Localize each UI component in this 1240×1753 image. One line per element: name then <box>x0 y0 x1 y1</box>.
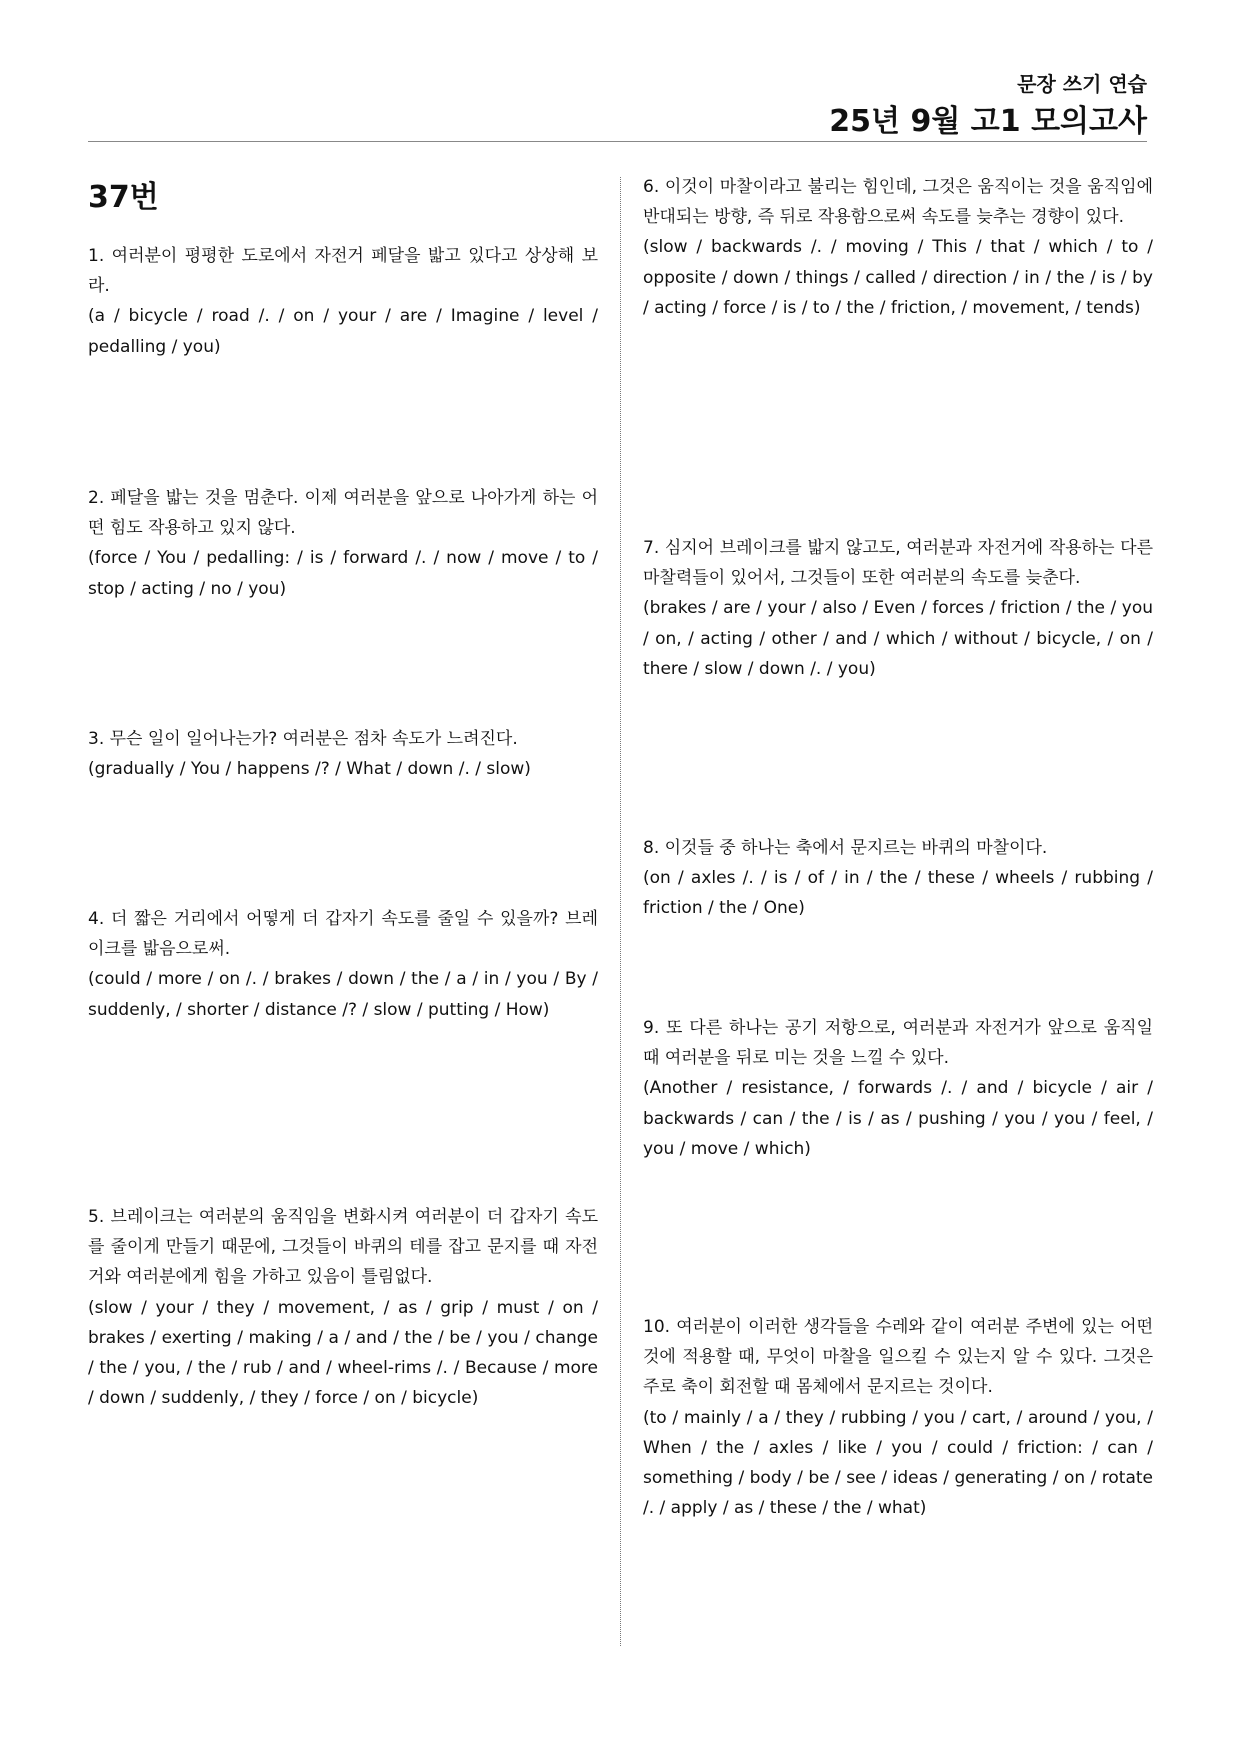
word-scramble: (brakes / are / your / also / Even / forces / friction / the / you / on, / acting / other / and / which / without / bicycle, / on / there / slow / down /. / you) <box>643 598 1153 679</box>
korean-sentence: 6. 이것이 마찰이라고 불리는 힘인데, 그것은 움직이는 것을 움직임에 반대되는 방향, 즉 뒤로 작용함으로써 속도를 늦추는 경향이 있다. <box>643 177 1153 228</box>
word-scramble: (could / more / on /. / brakes / down / the / a / in / you / By / suddenly, / shorter / distance /? / slow / putting / How) <box>88 969 598 1020</box>
column-divider <box>620 177 621 1646</box>
worksheet-subtitle: 문장 쓰기 연습 <box>1017 72 1147 96</box>
korean-sentence: 10. 여러분이 이러한 생각들을 수레와 같이 여러분 주변에 있는 어떤 것에 적용할 때, 무엇이 마찰을 일으킬 수 있는지 알 수 있다. 그것은 주로 축이 회전할 때 몸체에서 문지르는 것이다. <box>643 1317 1153 1398</box>
exercise-item-3 <box>88 724 598 784</box>
exercise-item-10 <box>643 1312 1153 1523</box>
exercise-item-8 <box>643 833 1153 924</box>
korean-sentence: 8. 이것들 중 하나는 축에서 문지르는 바퀴의 마찰이다. <box>643 838 1048 858</box>
korean-sentence: 3. 무슨 일이 일어나는가? 여러분은 점차 속도가 느려진다. <box>88 729 518 749</box>
question-number: 37번 <box>88 180 159 215</box>
exercise-item-9 <box>643 1013 1153 1164</box>
word-scramble: (slow / your / they / movement, / as / grip / must / on / brakes / exerting / making / a / and / the / be / you / change / the / you, / the / rub / and / wheel-rims /. / Because / more / down / suddenly, / they / force / on / bicycle) <box>88 1297 598 1409</box>
exercise-item-6 <box>643 172 1153 323</box>
korean-sentence: 2. 페달을 밟는 것을 멈춘다. 이제 여러분을 앞으로 나아가게 하는 어떤 힘도 작용하고 있지 않다. <box>88 488 598 539</box>
header-divider <box>88 141 1147 142</box>
worksheet-title: 25년 9월 고1 모의고사 <box>829 104 1147 139</box>
exercise-item-2 <box>88 483 598 604</box>
korean-sentence: 1. 여러분이 평평한 도로에서 자전거 페달을 밟고 있다고 상상해 보라. <box>88 246 598 297</box>
word-scramble: (a / bicycle / road /. / on / your / are / Imagine / level / pedalling / you) <box>88 306 598 357</box>
exercise-item-5 <box>88 1202 598 1413</box>
korean-sentence: 9. 또 다른 하나는 공기 저항으로, 여러분과 자전거가 앞으로 움직일 때 여러분을 뒤로 미는 것을 느낄 수 있다. <box>643 1018 1153 1069</box>
exercise-item-7 <box>643 533 1153 684</box>
word-scramble: (Another / resistance, / forwards /. / and / bicycle / air / backwards / can / the / is / as / pushing / you / you / feel, / you / move / which) <box>643 1078 1153 1159</box>
word-scramble: (slow / backwards /. / moving / This / that / which / to / opposite / down / things / called / direction / in / the / is / by / acting / force / is / to / the / friction, / movement, / tends) <box>643 237 1153 318</box>
word-scramble: (force / You / pedalling: / is / forward /. / now / move / to / stop / acting / no / you) <box>88 548 598 599</box>
korean-sentence: 7. 심지어 브레이크를 밟지 않고도, 여러분과 자전거에 작용하는 다른 마찰력들이 있어서, 그것들이 또한 여러분의 속도를 늦춘다. <box>643 538 1153 589</box>
korean-sentence: 5. 브레이크는 여러분의 움직임을 변화시켜 여러분이 더 갑자기 속도를 줄이게 만들기 때문에, 그것들이 바퀴의 테를 잡고 문지를 때 자전거와 여러분에게 힘을 가하고 있음이 틀림없다. <box>88 1207 598 1288</box>
word-scramble: (to / mainly / a / they / rubbing / you / cart, / around / you, / When / the / axles / like / you / could / friction: / can / something / body / be / see / ideas / generating / on / rotate /. / apply / as / these / the / what) <box>643 1407 1153 1519</box>
exercise-item-1 <box>88 241 598 362</box>
word-scramble: (gradually / You / happens /? / What / down /. / slow) <box>88 759 531 780</box>
word-scramble: (on / axles /. / is / of / in / the / these / wheels / rubbing / friction / the / One) <box>643 868 1153 919</box>
korean-sentence: 4. 더 짧은 거리에서 어떻게 더 갑자기 속도를 줄일 수 있을까? 브레이크를 밟음으로써. <box>88 909 598 960</box>
exercise-item-4 <box>88 904 598 1025</box>
